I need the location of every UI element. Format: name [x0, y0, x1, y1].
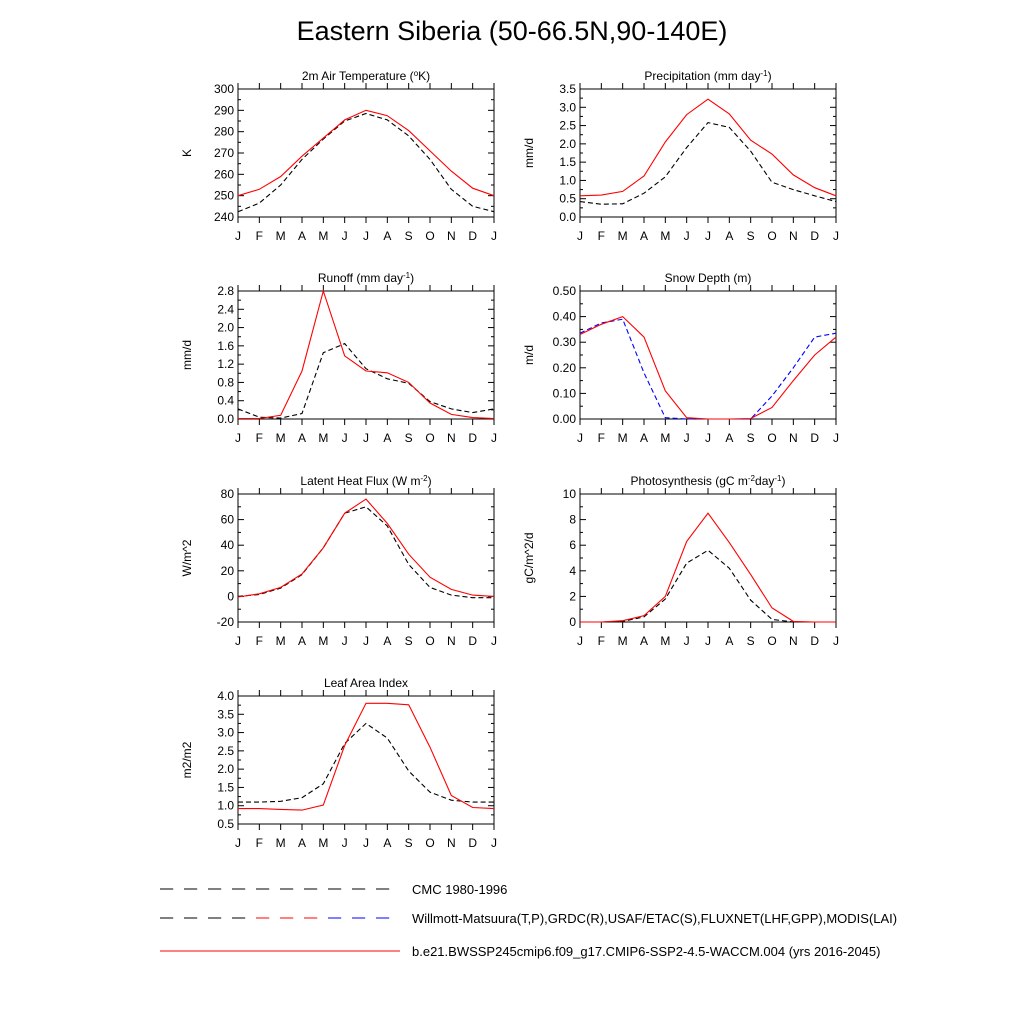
series-line-2 — [580, 99, 836, 196]
y-tick-label: 1.0 — [559, 173, 576, 188]
page-title: Eastern Siberia (50-66.5N,90-140E) — [296, 16, 728, 46]
x-tick-label: S — [746, 431, 755, 445]
title-superscript: o — [413, 69, 419, 78]
x-tick-label: S — [404, 229, 413, 243]
y-tick-label: 2.5 — [559, 118, 576, 133]
legend-label: Willmott-Matsuura(T,P),GRDC(R),USAF/ETAC(S),FLUXNET(LHF,GPP),MODIS(LAI) — [412, 911, 898, 926]
legend-entry-1 — [160, 882, 507, 897]
x-tick-label: A — [639, 229, 649, 243]
x-tick-label: J — [705, 634, 711, 648]
y-tick-label: 0.5 — [217, 817, 234, 831]
y-tick-label: 1.5 — [559, 155, 576, 170]
title-text: Runoff (mm day — [317, 271, 404, 285]
panel-title — [318, 271, 414, 285]
title-text: Latent Heat Flux (W m — [300, 474, 421, 488]
series-line-1 — [238, 114, 494, 212]
title-text: Leaf Area Index — [323, 676, 409, 690]
title-text-after: K) — [418, 69, 431, 83]
title-text: Photosynthesis (gC m — [630, 474, 748, 488]
x-tick-label: J — [491, 431, 497, 445]
x-tick-label: J — [363, 229, 369, 243]
y-tick-label: 0.00 — [552, 412, 576, 426]
x-tick-label: J — [341, 431, 348, 445]
x-tick-label: F — [255, 836, 264, 850]
x-tick-label: D — [810, 229, 820, 243]
series-line-2 — [580, 319, 836, 419]
x-tick-label: M — [617, 634, 628, 648]
x-tick-label: O — [767, 634, 777, 648]
x-tick-label: J — [705, 431, 711, 445]
y-tick-label: 0.4 — [217, 393, 234, 408]
series-line-2 — [238, 110, 494, 195]
series-line-2 — [238, 291, 494, 419]
x-tick-label: M — [318, 634, 329, 648]
title-superscript: -2 — [747, 474, 756, 483]
y-axis-label: K — [180, 148, 194, 158]
y-tick-label: 80 — [220, 487, 234, 501]
x-tick-label: J — [363, 431, 369, 445]
x-tick-label: N — [446, 634, 456, 648]
y-tick-label: 0.8 — [217, 375, 234, 390]
plot-frame — [580, 291, 836, 419]
x-tick-label: O — [767, 229, 777, 243]
x-tick-label: A — [383, 431, 392, 445]
y-tick-label: 0.30 — [552, 335, 576, 350]
y-tick-label: 2.0 — [217, 762, 234, 777]
y-tick-label: 1.2 — [217, 357, 234, 372]
x-tick-label: D — [468, 836, 478, 850]
plot-frame — [238, 291, 494, 419]
y-tick-label: 2.0 — [217, 320, 234, 335]
y-axis-label: m2/m2 — [180, 741, 194, 779]
x-tick-label: J — [235, 634, 241, 648]
x-tick-label: D — [468, 634, 478, 648]
title-text: 2m Air Temperature ( — [301, 69, 414, 83]
y-tick-label: 250 — [213, 188, 234, 203]
plot-frame — [238, 696, 494, 824]
y-tick-label: 280 — [213, 124, 234, 139]
legend-label: b.e21.BWSSP245cmip6.f09_g17.CMIP6-SSP2-4.5-WACCM.004 (yrs 2016-2045) — [412, 944, 881, 959]
y-tick-label: 0.10 — [552, 386, 576, 401]
y-tick-label: 0.5 — [559, 191, 576, 206]
x-tick-label: O — [425, 229, 435, 243]
panel-title — [324, 676, 408, 690]
y-tick-label: 40 — [220, 538, 234, 553]
y-tick-label: 260 — [213, 167, 234, 182]
x-tick-label: J — [705, 229, 711, 243]
x-tick-label: J — [683, 634, 690, 648]
plot-frame — [238, 494, 494, 622]
y-tick-label: 300 — [213, 82, 234, 96]
y-axis-label: mm/d — [180, 340, 194, 370]
title-text: Snow Depth (m) — [664, 271, 752, 285]
y-tick-label: 3.5 — [217, 707, 234, 722]
panel-title — [302, 69, 430, 83]
y-tick-label: 240 — [213, 210, 234, 224]
series-line-3 — [580, 317, 836, 419]
series-line-1 — [238, 723, 494, 802]
x-tick-label: D — [810, 431, 820, 445]
title-text-after: ) — [410, 271, 415, 285]
x-tick-label: M — [660, 229, 671, 243]
series-line-2 — [238, 703, 494, 810]
x-tick-label: M — [617, 229, 628, 243]
x-tick-label: O — [425, 836, 435, 850]
x-tick-label: O — [767, 431, 777, 445]
x-tick-label: N — [788, 431, 798, 445]
y-tick-label: 6 — [569, 538, 576, 553]
x-tick-label: M — [275, 634, 286, 648]
x-tick-label: A — [297, 836, 307, 850]
panel-2 — [522, 69, 839, 243]
title-superscript: -1 — [403, 271, 411, 280]
x-tick-label: F — [255, 634, 264, 648]
x-tick-label: J — [577, 431, 583, 445]
x-tick-label: A — [639, 634, 649, 648]
x-tick-label: J — [363, 634, 369, 648]
x-tick-label: J — [833, 634, 839, 648]
panel-3 — [180, 271, 497, 445]
y-tick-label: 8 — [569, 512, 576, 527]
x-tick-label: J — [833, 229, 839, 243]
x-tick-label: J — [577, 634, 583, 648]
x-tick-label: A — [725, 634, 734, 648]
x-tick-label: M — [318, 229, 329, 243]
x-tick-label: S — [746, 229, 755, 243]
x-tick-label: S — [404, 634, 413, 648]
x-tick-label: N — [446, 836, 456, 850]
panel-1 — [180, 69, 497, 243]
x-tick-label: D — [468, 431, 478, 445]
x-tick-label: M — [275, 431, 286, 445]
series-line-2 — [238, 499, 494, 597]
title-superscript: -2 — [420, 474, 428, 483]
y-axis-label: m/d — [522, 344, 536, 366]
legend-entry-2 — [160, 911, 897, 926]
y-tick-label: 0.20 — [552, 360, 576, 375]
y-tick-label: 270 — [213, 146, 234, 160]
x-tick-label: A — [383, 229, 392, 243]
y-tick-label: 2.8 — [217, 284, 234, 298]
y-tick-label: 0.0 — [559, 210, 576, 224]
x-tick-label: J — [833, 431, 839, 445]
title-superscript: -1 — [760, 69, 768, 78]
panel-5 — [180, 474, 497, 648]
x-tick-label: J — [363, 836, 369, 850]
series-line-1 — [238, 507, 494, 598]
x-tick-label: M — [617, 431, 628, 445]
x-tick-label: J — [683, 229, 690, 243]
series-line-1 — [580, 550, 836, 622]
x-tick-label: A — [639, 431, 649, 445]
panel-title — [665, 271, 752, 285]
x-tick-label: J — [341, 229, 348, 243]
y-tick-label: 3.0 — [217, 725, 234, 740]
y-tick-label: 3.5 — [559, 82, 576, 96]
panel-title — [644, 69, 771, 83]
y-tick-label: 3.0 — [559, 100, 576, 115]
x-tick-label: J — [235, 431, 241, 445]
y-tick-label: 1.0 — [217, 798, 234, 813]
x-tick-label: F — [597, 634, 606, 648]
x-tick-label: S — [404, 431, 413, 445]
y-tick-label: 1.6 — [217, 338, 234, 353]
x-tick-label: J — [341, 836, 348, 850]
x-tick-label: M — [660, 431, 671, 445]
x-tick-label: N — [446, 431, 456, 445]
title-text-after: ) — [427, 474, 432, 488]
y-tick-label: 0 — [569, 615, 576, 629]
x-tick-label: M — [318, 431, 329, 445]
y-tick-label: 2.0 — [559, 136, 576, 151]
legend-label: CMC 1980-1996 — [412, 882, 508, 897]
y-tick-label: 2.4 — [217, 302, 234, 317]
x-tick-label: A — [297, 431, 307, 445]
x-tick-label: D — [810, 634, 820, 648]
y-tick-label: -20 — [216, 615, 234, 629]
x-tick-label: J — [683, 431, 690, 445]
x-tick-label: N — [446, 229, 456, 243]
y-axis-label: gC/m^2/d — [522, 532, 536, 584]
x-tick-label: A — [297, 634, 307, 648]
title-text-after: ) — [781, 474, 786, 488]
y-tick-label: 2 — [569, 589, 576, 604]
y-tick-label: 60 — [220, 512, 234, 527]
series-line-2 — [580, 513, 836, 622]
x-tick-label: N — [788, 229, 798, 243]
x-tick-label: M — [275, 836, 286, 850]
x-tick-label: A — [725, 229, 734, 243]
y-tick-label: 4.0 — [217, 689, 234, 703]
title-text: Precipitation (mm day — [644, 69, 761, 83]
x-tick-label: S — [746, 634, 755, 648]
x-tick-label: M — [660, 634, 671, 648]
y-tick-label: 4 — [569, 563, 576, 578]
x-tick-label: J — [491, 634, 497, 648]
x-tick-label: J — [577, 229, 583, 243]
x-tick-label: F — [597, 229, 606, 243]
x-tick-label: A — [383, 634, 392, 648]
x-tick-label: O — [425, 431, 435, 445]
y-axis-label: W/m^2 — [180, 539, 194, 577]
x-tick-label: J — [341, 634, 348, 648]
x-tick-label: J — [235, 229, 241, 243]
y-tick-label: 1.5 — [217, 780, 234, 795]
series-line-1 — [238, 344, 494, 419]
y-tick-label: 10 — [562, 487, 576, 501]
x-tick-label: F — [597, 431, 606, 445]
y-tick-label: 0.50 — [552, 284, 576, 298]
x-tick-label: F — [255, 229, 264, 243]
x-tick-label: S — [404, 836, 413, 850]
plot-frame — [580, 89, 836, 217]
x-tick-label: J — [491, 836, 497, 850]
title-text-after: day — [755, 474, 775, 488]
plot-frame — [238, 89, 494, 217]
x-tick-label: M — [275, 229, 286, 243]
panel-7 — [180, 676, 497, 850]
panel-4 — [522, 271, 839, 445]
y-tick-label: 20 — [220, 563, 234, 578]
x-tick-label: F — [255, 431, 264, 445]
x-tick-label: J — [235, 836, 241, 850]
x-tick-label: D — [468, 229, 478, 243]
y-axis-label: mm/d — [522, 138, 536, 168]
legend-entry-3 — [160, 944, 880, 959]
x-tick-label: A — [725, 431, 734, 445]
panel-title — [631, 474, 786, 488]
x-tick-label: A — [383, 836, 392, 850]
y-tick-label: 2.5 — [217, 743, 234, 758]
x-tick-label: N — [788, 634, 798, 648]
x-tick-label: M — [318, 836, 329, 850]
x-tick-label: A — [297, 229, 307, 243]
y-tick-label: 0.0 — [217, 412, 234, 426]
y-tick-label: 0 — [227, 589, 234, 604]
title-text-after: ) — [767, 69, 772, 83]
x-tick-label: J — [491, 229, 497, 243]
x-tick-label: O — [425, 634, 435, 648]
panel-6 — [522, 474, 839, 648]
y-tick-label: 290 — [213, 103, 234, 118]
panel-title — [300, 474, 431, 488]
legend — [160, 882, 897, 959]
title-superscript: -1 — [774, 474, 782, 483]
y-tick-label: 0.40 — [552, 309, 576, 324]
